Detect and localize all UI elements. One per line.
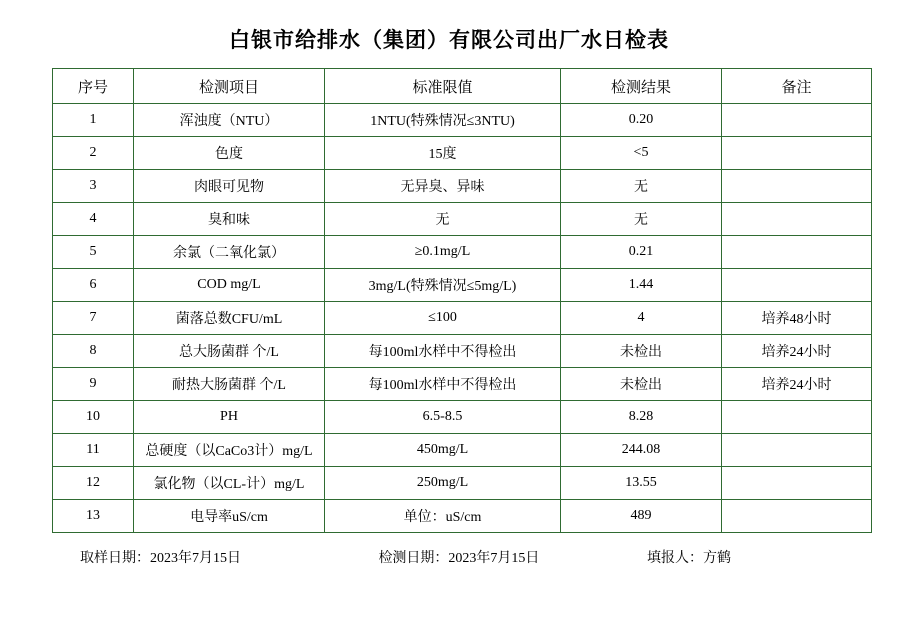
table-row (53, 434, 872, 467)
test-date-label: 检测日期：2023年7月15日 (378, 551, 540, 566)
cell-limit: 6.5-8.5 (325, 401, 561, 434)
table-row (53, 104, 872, 137)
cell-remark (722, 104, 872, 137)
cell-no: 5 (53, 236, 134, 269)
column-header-remark: 备注 (722, 69, 872, 104)
table-row (53, 170, 872, 203)
cell-limit: 250mg/L (325, 467, 561, 500)
table-row (53, 500, 872, 533)
cell-result: 无 (561, 170, 722, 203)
cell-limit: 15度 (325, 137, 561, 170)
cell-no: 4 (53, 203, 134, 236)
column-header-limit: 标准限值 (325, 69, 561, 104)
cell-limit: 1NTU(特殊情况≤3NTU) (325, 104, 561, 137)
cell-no: 13 (53, 500, 134, 533)
cell-no: 2 (53, 137, 134, 170)
cell-item: 臭和味 (134, 203, 325, 236)
cell-limit: 450mg/L (325, 434, 561, 467)
table-header-row (53, 69, 872, 104)
reporter-label: 填报人：方鹤 (647, 551, 732, 566)
page-title: 白银市给排水（集团）有限公司出厂水日检表 (229, 28, 669, 52)
cell-remark (722, 170, 872, 203)
cell-result: 4 (561, 302, 722, 335)
column-header-no: 序号 (53, 69, 134, 104)
table-row (53, 467, 872, 500)
cell-item: COD mg/L (134, 269, 325, 302)
table-row (53, 236, 872, 269)
cell-limit: 每100ml水样中不得检出 (325, 335, 561, 368)
cell-result: 0.20 (561, 104, 722, 137)
cell-no: 12 (53, 467, 134, 500)
cell-limit: ≥0.1mg/L (325, 236, 561, 269)
table-header (53, 69, 872, 104)
cell-item: 耐热大肠菌群 个/L (134, 368, 325, 401)
cell-limit: 每100ml水样中不得检出 (325, 368, 561, 401)
cell-result: 8.28 (561, 401, 722, 434)
sample-date-label: 取样日期：2023年7月15日 (80, 551, 241, 566)
table-body (53, 104, 872, 533)
water-quality-table (52, 68, 872, 533)
cell-result: 未检出 (561, 335, 722, 368)
cell-item: 色度 (134, 137, 325, 170)
cell-limit: 单位：uS/cm (325, 500, 561, 533)
cell-result: <5 (561, 137, 722, 170)
cell-item: 菌落总数CFU/mL (134, 302, 325, 335)
cell-no: 10 (53, 401, 134, 434)
table-row (53, 269, 872, 302)
cell-item: PH (134, 401, 325, 434)
table-row (53, 203, 872, 236)
cell-no: 8 (53, 335, 134, 368)
column-header-item: 检测项目 (134, 69, 325, 104)
cell-item: 浑浊度（NTU） (134, 104, 325, 137)
cell-limit: ≤100 (325, 302, 561, 335)
cell-remark (722, 203, 872, 236)
cell-item: 总硬度（以CaCo3计）mg/L (134, 434, 325, 467)
cell-result: 489 (561, 500, 722, 533)
cell-limit: 3mg/L(特殊情况≤5mg/L) (325, 269, 561, 302)
cell-item: 肉眼可见物 (134, 170, 325, 203)
cell-no: 6 (53, 269, 134, 302)
cell-remark (722, 236, 872, 269)
cell-item: 氯化物（以CL-计）mg/L (134, 467, 325, 500)
cell-result: 0.21 (561, 236, 722, 269)
table-row (53, 368, 872, 401)
column-header-result: 检测结果 (561, 69, 722, 104)
cell-item: 余氯（二氧化氯） (134, 236, 325, 269)
cell-remark (722, 467, 872, 500)
cell-remark (722, 434, 872, 467)
cell-result: 无 (561, 203, 722, 236)
cell-remark (722, 500, 872, 533)
cell-remark (722, 269, 872, 302)
cell-result: 13.55 (561, 467, 722, 500)
cell-remark (722, 401, 872, 434)
cell-item: 总大肠菌群 个/L (134, 335, 325, 368)
cell-no: 1 (53, 104, 134, 137)
cell-no: 3 (53, 170, 134, 203)
cell-result: 244.08 (561, 434, 722, 467)
table-row (53, 137, 872, 170)
footer (0, 547, 898, 567)
cell-item: 电导率uS/cm (134, 500, 325, 533)
cell-limit: 无异臭、异味 (325, 170, 561, 203)
cell-remark: 培养24小时 (722, 368, 872, 401)
cell-result: 1.44 (561, 269, 722, 302)
table-container (0, 68, 898, 533)
cell-remark: 培养24小时 (722, 335, 872, 368)
cell-remark (722, 137, 872, 170)
cell-no: 7 (53, 302, 134, 335)
cell-limit: 无 (325, 203, 561, 236)
table-row (53, 401, 872, 434)
table-row (53, 302, 872, 335)
cell-no: 9 (53, 368, 134, 401)
cell-result: 未检出 (561, 368, 722, 401)
cell-remark: 培养48小时 (722, 302, 872, 335)
cell-no: 11 (53, 434, 134, 467)
table-row (53, 335, 872, 368)
